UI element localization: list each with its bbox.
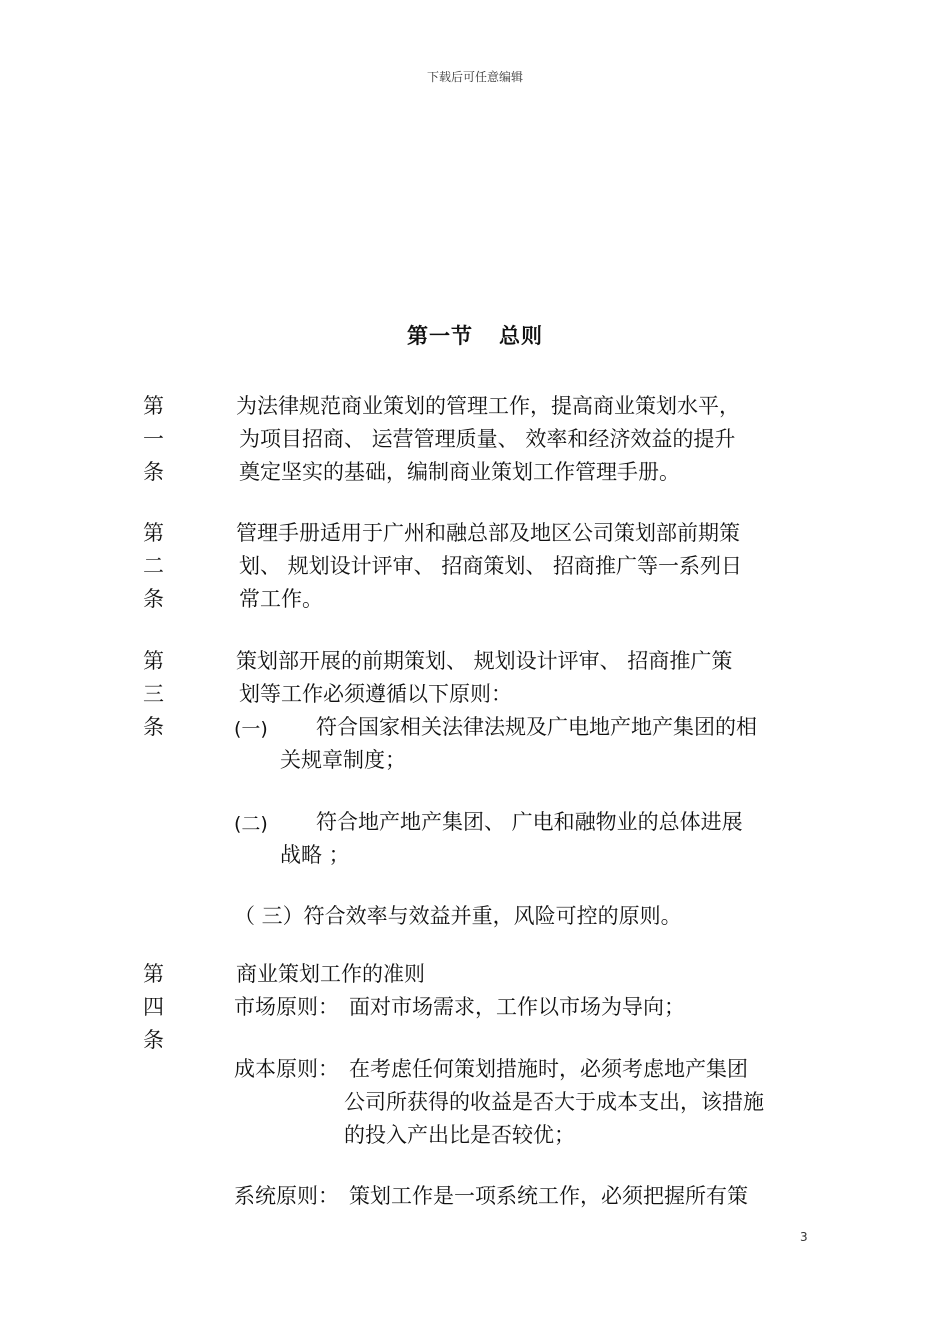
article-text-line: 常工作。 xyxy=(239,587,323,611)
list-item-text: 战略 ； xyxy=(280,843,350,867)
article-text-line: 策划部开展的前期策划、 规划设计评审、 招商推广策 xyxy=(236,649,733,673)
article-text-line: 管理手册适用于广州和融总部及地区公司策划部前期策 xyxy=(236,521,740,545)
section-title xyxy=(0,320,950,350)
page-number: 3 xyxy=(800,1230,808,1244)
principle-text: 策划工作是一项系统工作，必须把握所有策 xyxy=(349,1184,748,1208)
list-marker: (二) xyxy=(234,813,268,835)
list-item-text: 符合地产地产集团、 广电和融物业的总体进展 xyxy=(316,810,743,834)
article-text-line: 商业策划工作的准则 xyxy=(236,962,425,986)
article-label: 第四条 xyxy=(143,962,164,1052)
article-label: 第三条 xyxy=(143,649,164,739)
principle-name: 市场原则： xyxy=(234,995,339,1019)
article-label: 第二条 xyxy=(143,521,164,611)
principle-text: 公司所获得的收益是否大于成本支出，该措施 xyxy=(344,1090,764,1114)
section-name: 总则 xyxy=(499,324,543,348)
list-item-text: （ 三）符合效率与效益并重，风险可控的原则。 xyxy=(234,904,682,928)
article-text-line: 为项目招商、 运营管理质量、 效率和经济效益的提升 xyxy=(239,427,736,451)
principle-text: 在考虑任何策划措施时，必须考虑地产集团 xyxy=(349,1057,748,1081)
list-item-text: 关规章制度； xyxy=(280,748,406,772)
list-item-text: 符合国家相关法律法规及广电地产地产集团的相 xyxy=(316,715,757,739)
article-text-line: 奠定坚实的基础，编制商业策划工作管理手册。 xyxy=(239,460,680,484)
section-number: 第一节 xyxy=(407,324,473,348)
principle-text: 的投入产出比是否较优； xyxy=(344,1123,575,1147)
principle-text: 面对市场需求，工作以市场为导向； xyxy=(349,995,685,1019)
article-text-line: 划、 规划设计评审、 招商策划、 招商推广等一系列日 xyxy=(239,554,743,578)
principle-name: 系统原则： xyxy=(234,1184,339,1208)
article-text-line: 为法律规范商业策划的管理工作，提高商业策划水平， xyxy=(236,394,740,418)
principle-name: 成本原则： xyxy=(234,1057,339,1081)
article-text-line: 划等工作必须遵循以下原则： xyxy=(239,682,512,706)
list-marker: (一) xyxy=(234,718,268,740)
article-label: 第一条 xyxy=(143,394,164,484)
page-header: 下载后可任意编辑 xyxy=(426,70,523,84)
